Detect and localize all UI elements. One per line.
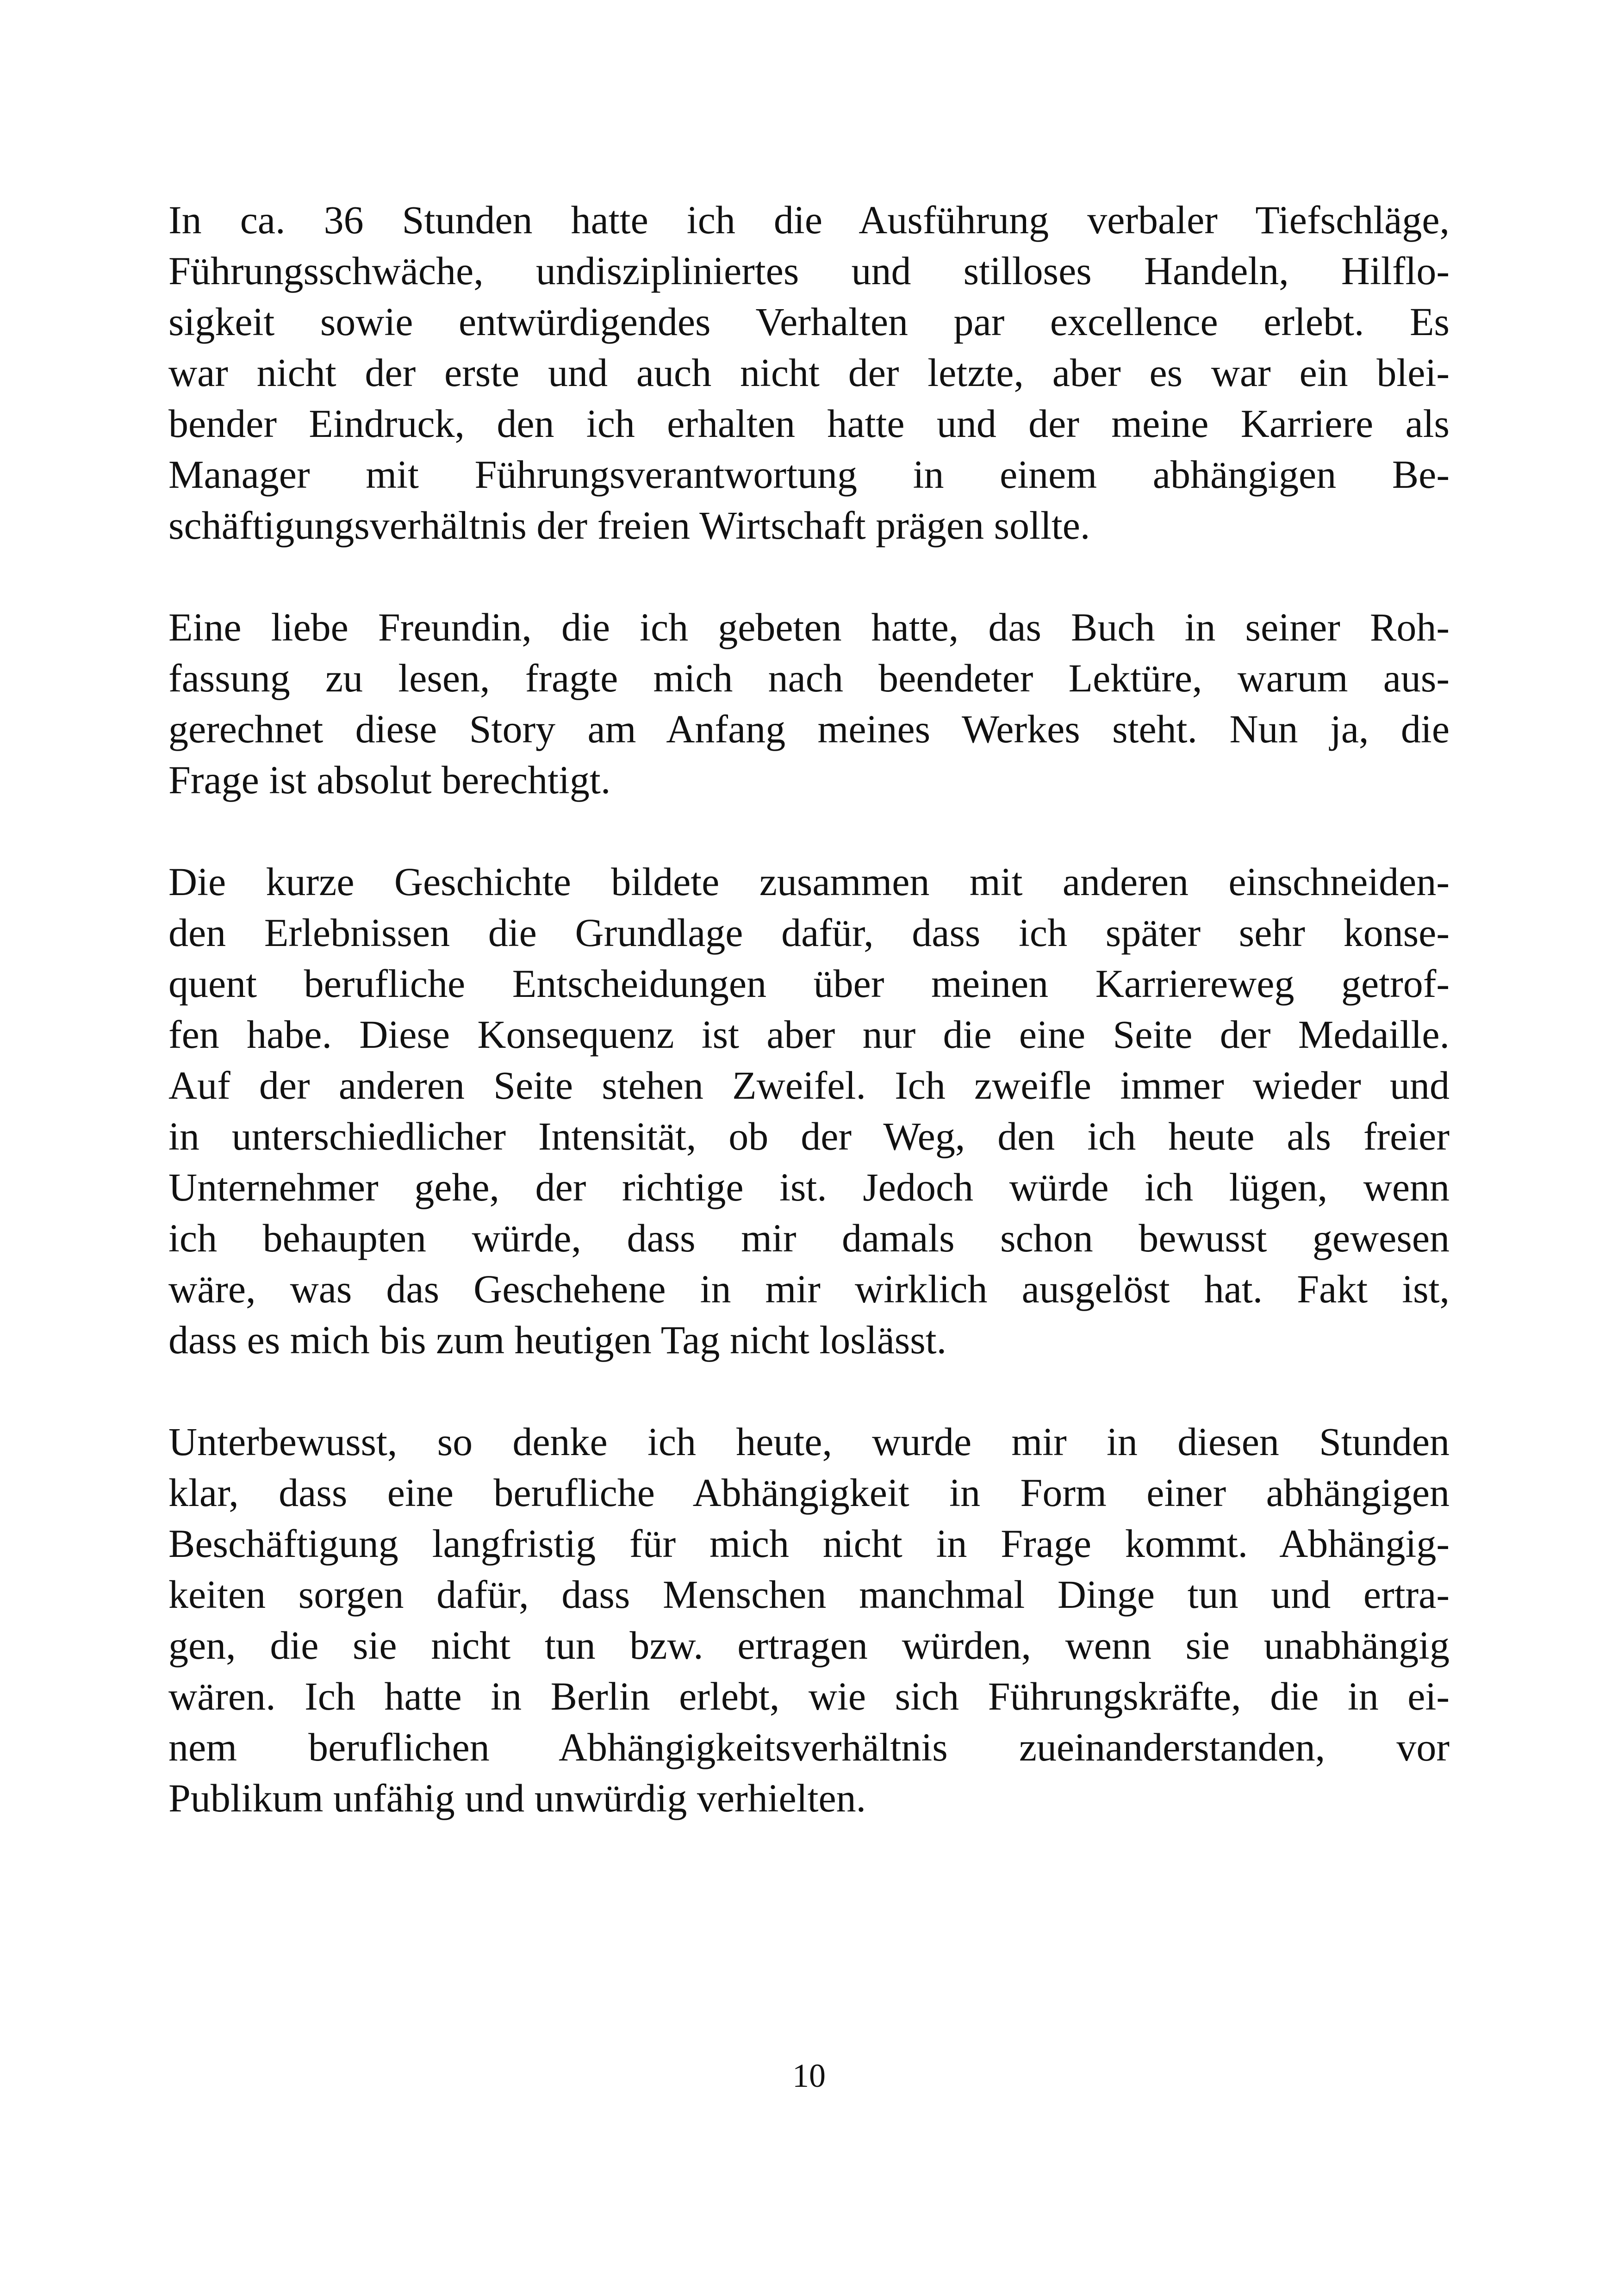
text-line: Frage ist absolut berechtigt. bbox=[168, 758, 611, 802]
text-line: schäftigungsverhältnis der freien Wirtschaft prägen sollte. bbox=[168, 503, 1090, 548]
text-line: quent berufliche Entscheidungen über meinen Karriereweg getrof- bbox=[168, 961, 1450, 1006]
text-line: war nicht der erste und auch nicht der letzte, aber es war ein blei- bbox=[168, 350, 1450, 395]
text-line: gerechnet diese Story am Anfang meines Werkes steht. Nun ja, die bbox=[168, 707, 1450, 751]
paragraph-2 bbox=[168, 602, 1450, 805]
text-line: wäre, was das Geschehene in mir wirklich ausgelöst hat. Fakt ist, bbox=[168, 1267, 1450, 1311]
text-line: wären. Ich hatte in Berlin erlebt, wie sich Führungskräfte, die in ei- bbox=[168, 1674, 1450, 1718]
text-line: den Erlebnissen die Grundlage dafür, dass ich später sehr konse- bbox=[168, 910, 1450, 955]
text-line: keiten sorgen dafür, dass Menschen manchmal Dinge tun und ertra- bbox=[168, 1572, 1450, 1617]
paragraph-3 bbox=[168, 856, 1450, 1365]
page-number: 10 bbox=[792, 2057, 826, 2094]
text-line: nem beruflichen Abhängigkeitsverhältnis zueinanderstanden, vor bbox=[168, 1725, 1450, 1769]
body-text bbox=[168, 194, 1450, 1874]
text-line: Eine liebe Freundin, die ich gebeten hatte, das Buch in seiner Roh- bbox=[168, 605, 1450, 649]
text-line: gen, die sie nicht tun bzw. ertragen würden, wenn sie unabhängig bbox=[168, 1623, 1450, 1668]
text-line: In ca. 36 Stunden hatte ich die Ausführung verbaler Tiefschläge, bbox=[168, 198, 1450, 242]
text-line: ich behaupten würde, dass mir damals schon bewusst gewesen bbox=[168, 1216, 1450, 1260]
text-line: Auf der anderen Seite stehen Zweifel. Ich zweifle immer wieder und bbox=[168, 1063, 1450, 1108]
text-line: Manager mit Führungsverantwortung in einem abhängigen Be- bbox=[168, 452, 1450, 497]
text-line: Publikum unfähig und unwürdig verhielten. bbox=[168, 1776, 866, 1820]
text-line: Die kurze Geschichte bildete zusammen mit anderen einschneiden- bbox=[168, 859, 1450, 904]
text-line: Unterbewusst, so denke ich heute, wurde mir in diesen Stunden bbox=[168, 1419, 1450, 1464]
text-line: bender Eindruck, den ich erhalten hatte und der meine Karriere als bbox=[168, 401, 1450, 446]
paragraph-4 bbox=[168, 1416, 1450, 1823]
text-line: fassung zu lesen, fragte mich nach beendeter Lektüre, warum aus- bbox=[168, 656, 1450, 700]
paragraph-1 bbox=[168, 194, 1450, 551]
text-line: klar, dass eine berufliche Abhängigkeit in Form einer abhängigen bbox=[168, 1470, 1450, 1515]
text-line: in unterschiedlicher Intensität, ob der Weg, den ich heute als freier bbox=[168, 1114, 1450, 1158]
text-line: Beschäftigung langfristig für mich nicht in Frage kommt. Abhängig- bbox=[168, 1521, 1450, 1566]
text-line: sigkeit sowie entwürdigendes Verhalten par excellence erlebt. Es bbox=[168, 299, 1450, 344]
text-line: Führungsschwäche, undiszipliniertes und stilloses Handeln, Hilflo- bbox=[168, 249, 1450, 293]
text-line: dass es mich bis zum heutigen Tag nicht loslässt. bbox=[168, 1318, 947, 1362]
text-line: Unternehmer gehe, der richtige ist. Jedoch würde ich lügen, wenn bbox=[168, 1165, 1450, 1209]
text-line: fen habe. Diese Konsequenz ist aber nur die eine Seite der Medaille. bbox=[168, 1012, 1450, 1057]
